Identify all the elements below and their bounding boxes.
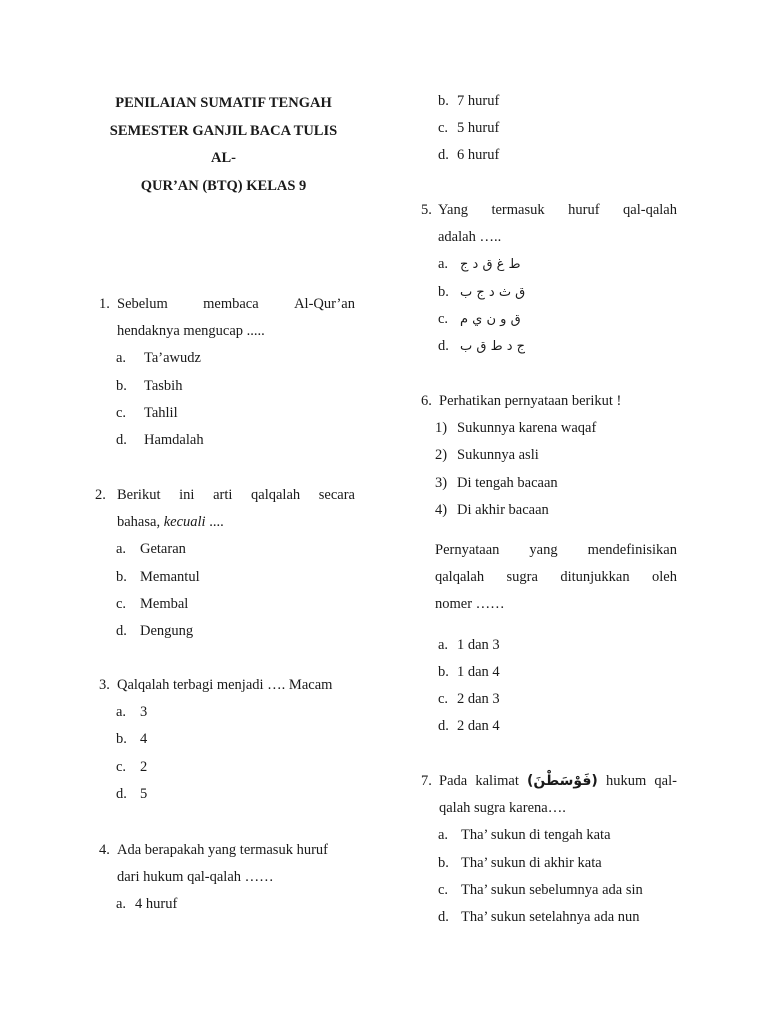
question-number: 7.	[421, 773, 432, 789]
option-c	[384, 686, 768, 713]
title-line-2: SEMESTER GANJIL BACA TULIS AL-	[109, 122, 338, 166]
option-d	[0, 781, 384, 808]
option-text-arabic: ط غ ق د ج	[460, 257, 521, 273]
option-text: 6 huruf	[457, 147, 500, 164]
option-label: d.	[438, 147, 449, 164]
option-label: c.	[116, 758, 127, 775]
statement-label: 1)	[435, 420, 448, 437]
question-word: mendefinisikan	[587, 541, 677, 558]
question-number: 3.	[99, 677, 110, 693]
option-text: Tahlil	[144, 404, 178, 421]
option-text: 1 dan 4	[457, 663, 500, 680]
question-5	[384, 197, 768, 360]
question-word: ini	[179, 487, 195, 503]
question-text	[117, 509, 224, 536]
question-6	[384, 388, 768, 740]
option-label: d.	[438, 337, 449, 354]
question-number: 5.	[421, 202, 432, 218]
question-4-continued	[384, 88, 768, 170]
option-label: b.	[438, 93, 449, 109]
question-word: arti	[213, 487, 233, 503]
option-a	[384, 251, 768, 278]
question-word: sugra	[506, 569, 538, 586]
option-c	[0, 591, 384, 618]
statement-1	[384, 415, 768, 442]
option-text: Tasbih	[144, 377, 183, 394]
option-text: 4	[140, 731, 148, 748]
question-text: adalah …..	[438, 229, 502, 246]
question-word: Yang	[438, 202, 468, 218]
option-b	[384, 659, 768, 686]
option-text: 5 huruf	[457, 120, 500, 137]
option-text: Tha’ sukun di akhir kata	[461, 854, 602, 871]
question-word: ditunjukkan	[560, 569, 630, 586]
option-b	[384, 850, 768, 877]
question-2	[0, 482, 384, 645]
text-part: bahasa,	[117, 514, 164, 531]
option-label: b.	[438, 854, 449, 871]
option-text: Dengung	[140, 622, 194, 639]
statement-label: 2)	[435, 447, 448, 464]
question-word: kalimat	[475, 773, 519, 789]
option-b	[0, 373, 384, 400]
arabic-word: (فَوْسَطْنَ)	[527, 773, 598, 789]
question-word: Sebelum	[117, 296, 168, 312]
option-text: Memantul	[140, 568, 200, 585]
question-number: 6.	[421, 393, 432, 409]
question-word: qalqalah	[251, 487, 301, 503]
option-d	[0, 618, 384, 645]
question-text: qalah sugra karena….	[439, 800, 566, 817]
option-label: d.	[116, 431, 127, 448]
question-word: qalqalah	[435, 569, 485, 586]
option-label: b.	[116, 731, 127, 748]
option-d	[384, 142, 768, 169]
option-label: a.	[438, 827, 449, 844]
emphasis-text: kecuali	[163, 514, 206, 531]
option-text: 5	[140, 785, 148, 802]
option-label: c.	[438, 881, 449, 898]
option-label: d.	[116, 785, 127, 802]
question-word: oleh	[652, 569, 677, 586]
option-a	[0, 699, 384, 726]
option-text: Ta’awudz	[144, 350, 201, 367]
statement-text: Sukunnya karena waqaf	[457, 420, 597, 437]
option-a	[0, 891, 384, 918]
question-word: qal-	[654, 773, 677, 789]
option-text: Tha’ sukun sebelumnya ada sin	[461, 881, 643, 898]
statement-2	[384, 442, 768, 469]
question-text: hendaknya mengucap .....	[117, 323, 265, 340]
option-label: c.	[116, 404, 127, 421]
option-text: Getaran	[140, 541, 186, 558]
option-label: a.	[116, 704, 127, 721]
option-label: a.	[116, 896, 127, 913]
question-text: dari hukum qal-qalah ……	[117, 869, 274, 886]
option-d	[384, 904, 768, 931]
statement-text: Di tengah bacaan	[457, 474, 558, 491]
title-line-1: PENILAIAN SUMATIF TENGAH	[115, 95, 332, 111]
question-word: termasuk	[491, 202, 545, 218]
question-word: hukum	[605, 773, 647, 789]
option-text-arabic: ج د ط ق ب	[460, 338, 526, 354]
option-label: a.	[116, 350, 127, 367]
title-line-3: QUR’AN (BTQ) KELAS 9	[140, 177, 307, 194]
option-label: b.	[116, 568, 127, 585]
option-text: Membal	[140, 595, 189, 612]
question-text: Perhatikan pernyataan berikut !	[439, 393, 622, 409]
question-word: membaca	[203, 296, 259, 312]
option-text-arabic: ق و ن ي م	[460, 311, 521, 327]
question-word: qal-qalah	[623, 202, 677, 218]
option-label: b.	[438, 283, 449, 300]
option-b	[0, 726, 384, 753]
question-word: secara	[318, 487, 355, 503]
statement-text: Sukunnya asli	[457, 447, 539, 464]
option-text: Hamdalah	[144, 431, 204, 448]
question-7	[384, 768, 768, 931]
option-c	[384, 115, 768, 142]
option-c	[384, 877, 768, 904]
option-label: a.	[438, 256, 449, 273]
question-4	[0, 837, 384, 919]
statement-label: 4)	[435, 501, 448, 518]
option-c	[0, 400, 384, 427]
option-d	[384, 713, 768, 740]
option-text: 3	[140, 704, 148, 721]
option-label: c.	[116, 595, 127, 612]
option-a	[384, 632, 768, 659]
option-text-arabic: ق ث د ج ب	[460, 284, 526, 300]
option-text: 7 huruf	[457, 93, 500, 109]
question-text: Ada berapakah yang termasuk huruf	[117, 842, 328, 858]
option-label: b.	[116, 377, 127, 394]
statement-3	[384, 470, 768, 497]
question-number: 1.	[99, 296, 110, 312]
option-b	[384, 88, 768, 115]
option-a	[0, 536, 384, 563]
question-word: Berikut	[117, 487, 161, 503]
option-label: d.	[438, 718, 449, 735]
statement-4	[384, 497, 768, 524]
question-word: yang	[529, 541, 558, 558]
option-d	[0, 427, 384, 454]
option-text: 2	[140, 758, 148, 775]
option-d	[384, 333, 768, 360]
option-text: 2 dan 4	[457, 718, 500, 735]
question-word: huruf	[568, 202, 600, 218]
question-word: Al-Qur’an	[294, 296, 355, 312]
option-text: 2 dan 3	[457, 690, 500, 707]
text-part: ....	[205, 514, 224, 531]
question-word: Pada	[439, 773, 468, 789]
question-text: nomer ……	[435, 596, 505, 613]
question-3	[0, 672, 384, 808]
option-a	[0, 345, 384, 372]
option-text: Tha’ sukun setelahnya ada nun	[461, 908, 640, 925]
option-label: a.	[438, 636, 449, 653]
option-c	[0, 754, 384, 781]
option-c	[384, 306, 768, 333]
option-label: b.	[438, 663, 449, 680]
question-number: 2.	[95, 487, 106, 503]
option-a	[384, 822, 768, 849]
option-label: d.	[116, 622, 127, 639]
option-text: 1 dan 3	[457, 636, 500, 653]
exam-title	[96, 90, 351, 200]
option-text: 4 huruf	[135, 896, 178, 913]
statement-text: Di akhir bacaan	[457, 501, 549, 518]
option-b	[0, 564, 384, 591]
statement-label: 3)	[435, 474, 448, 491]
question-number: 4.	[99, 842, 110, 858]
question-text: Qalqalah terbagi menjadi …. Macam	[117, 677, 333, 693]
option-label: c.	[438, 120, 449, 137]
option-label: c.	[438, 310, 449, 327]
option-text: Tha’ sukun di tengah kata	[461, 827, 611, 844]
option-label: a.	[116, 541, 127, 558]
question-word: Pernyataan	[435, 541, 500, 558]
question-1	[0, 291, 384, 454]
option-label: d.	[438, 908, 449, 925]
option-label: c.	[438, 690, 449, 707]
option-b	[384, 279, 768, 306]
